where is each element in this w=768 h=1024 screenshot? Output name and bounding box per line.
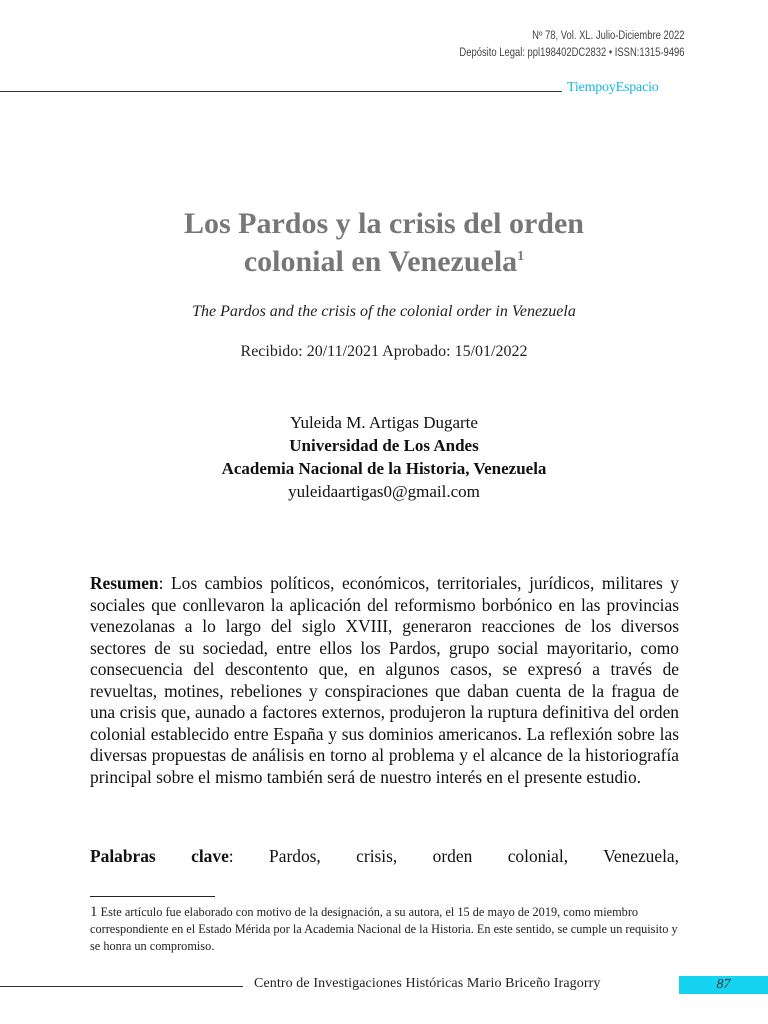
header-rule bbox=[0, 91, 562, 92]
abstract bbox=[90, 573, 679, 788]
title-line-1: Los Pardos y la crisis del orden bbox=[183, 207, 584, 240]
received-approved-dates: Recibido: 20/11/2021 Aprobado: 15/01/2022 bbox=[240, 343, 528, 360]
journal-name: TiempoyEspacio bbox=[567, 80, 659, 95]
title-footnote-mark: 1 bbox=[517, 249, 525, 264]
footnote-text: Este artículo fue elaborado con motivo de la designación, a su autora, el 15 de mayo de 2019, como miembro correspondiente en el Estado Mérida por la Academia Nacional de la Historia. En este sentido, se cumple un requisito y se honra un compromiso. bbox=[90, 905, 678, 953]
footer-rule bbox=[0, 986, 243, 987]
author-affiliation-1: Universidad de Los Andes bbox=[289, 436, 479, 455]
title-line-2: colonial en Venezuela bbox=[243, 245, 518, 278]
page-number-box bbox=[679, 976, 768, 994]
author-email: yuleidaartigas0@gmail.com bbox=[288, 482, 480, 501]
footnote-rule bbox=[90, 896, 215, 897]
abstract-text: : Los cambios políticos, económicos, territoriales, jurídicos, militares y sociales que conllevaron la aplicación del reformismo borbónico en las provincias venezolanas a lo largo del siglo XVIII, generaron reacciones de los diversos sectores de su sociedad, entre ellos los Pardos, grupo social mayoritario, como consecuencia del descontento que, en algunos casos, se expresó a través de revueltas, motines, rebeliones y conspiraciones que daban cuenta de la fragua de una crisis que, aunado a factores externos, produjeron la ruptura definitiva del orden colonial establecido entre España y sus dominios americanos. La reflexión sobre las diversas propuestas de análisis en torno al problema y el alcance de la historiografía principal sobre el mismo también será de nuestro interés en el presente estudio. bbox=[90, 573, 679, 787]
issue-line: Nº 78, Vol. XL. Julio-Diciembre 2022 bbox=[531, 30, 684, 42]
issue-info bbox=[459, 28, 684, 62]
author-name: Yuleida M. Artigas Dugarte bbox=[290, 413, 478, 432]
author-affiliation-2: Academia Nacional de la Historia, Venezuela bbox=[221, 459, 547, 478]
author-block bbox=[0, 411, 768, 503]
deposit-line: Depósito Legal: ppl198402DC2832 • ISSN:1315-9496 bbox=[458, 47, 684, 59]
keywords bbox=[90, 845, 679, 867]
page-number: 87 bbox=[716, 977, 731, 992]
footnote-number: 1 bbox=[90, 904, 98, 920]
english-title: The Pardos and the crisis of the colonial order in Venezuela bbox=[192, 303, 576, 320]
keywords-text: : Pardos, crisis, orden colonial, Venezuela, bbox=[228, 846, 679, 866]
footnote bbox=[90, 904, 682, 955]
keywords-label: Palabras clave bbox=[90, 846, 229, 866]
abstract-label: Resumen bbox=[90, 573, 159, 593]
title-line-2-wrap bbox=[0, 243, 768, 281]
article-title bbox=[0, 205, 768, 281]
footer-institution: Centro de Investigaciones Históricas Mario Briceño Iragorry bbox=[254, 976, 601, 991]
